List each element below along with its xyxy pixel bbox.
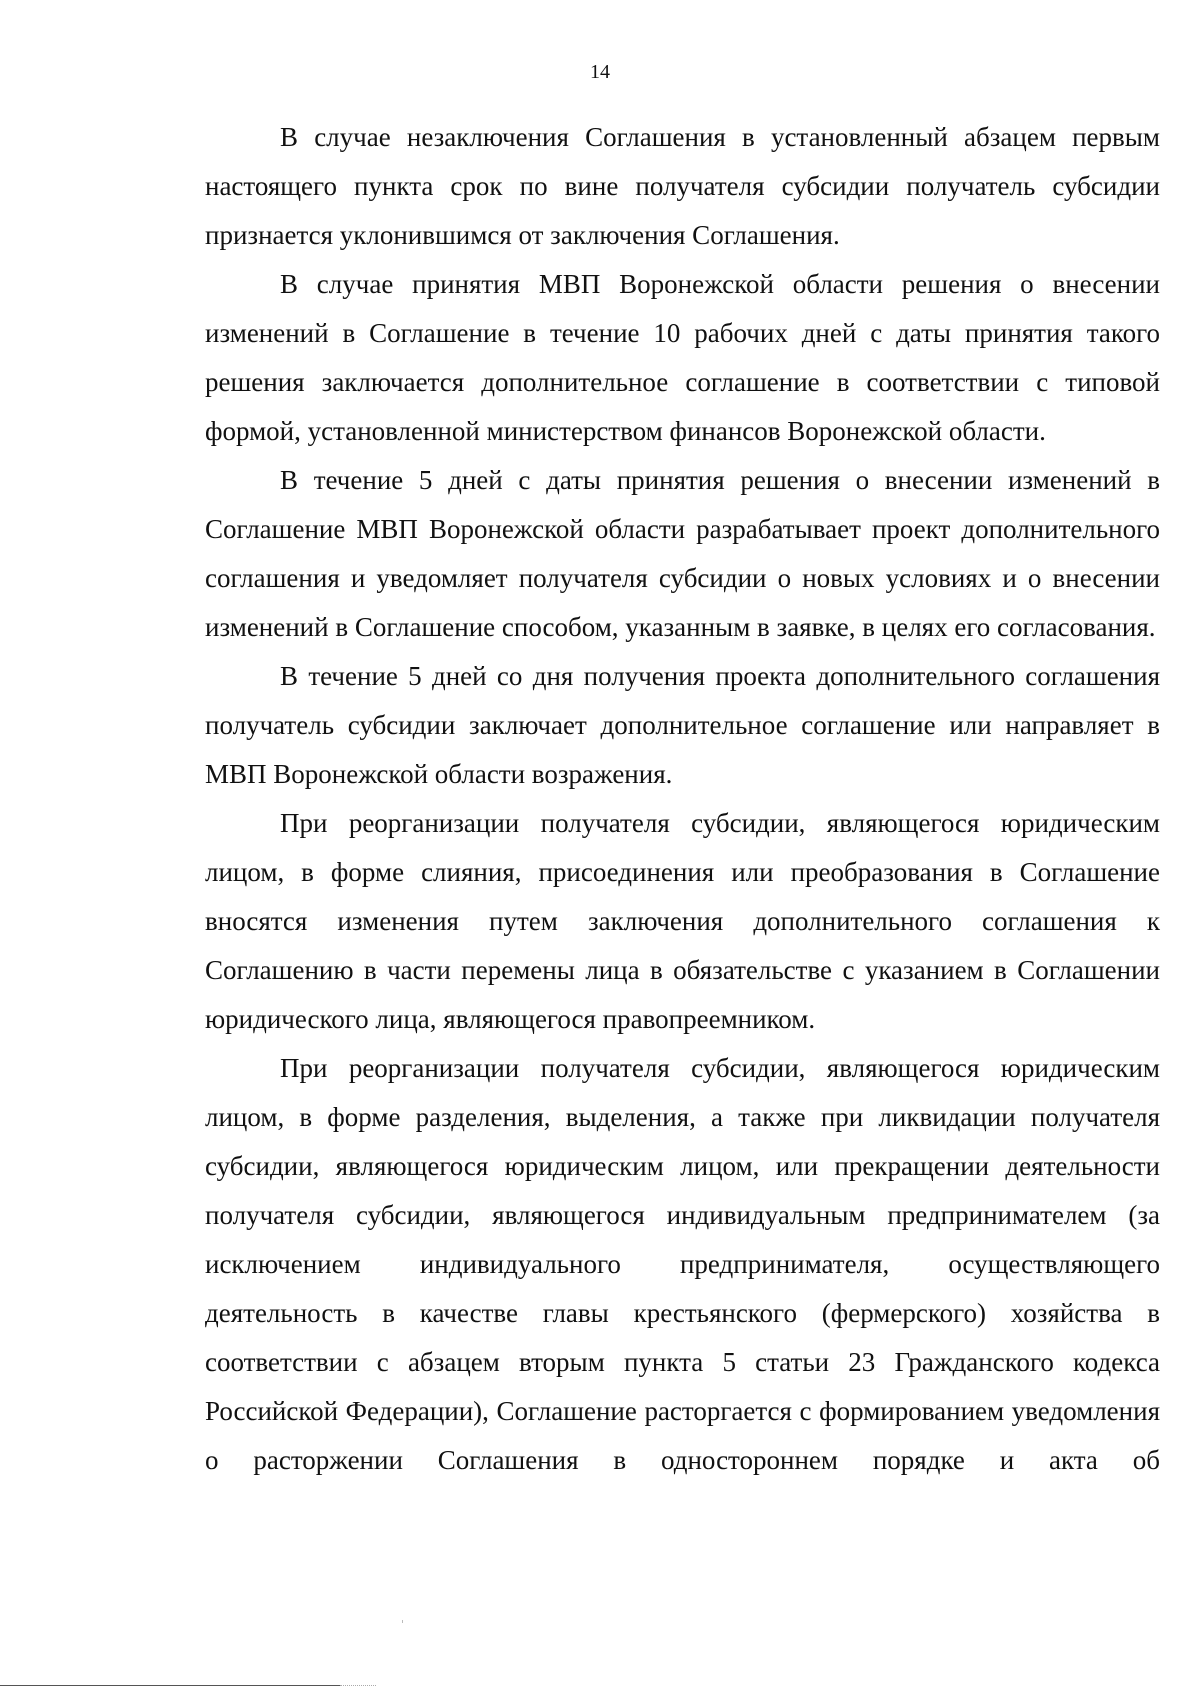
paragraph-amendment-draft: В течение 5 дней с даты принятия решения о внесении изменений в Соглашение МВП Воронежской области разрабатывает проект дополнительного соглашения и уведомляет получателя субсидии о новых условиях и о внесении изменений в Соглашение способом, указанным в заявке, в целях его согласования. bbox=[205, 465, 1160, 642]
footer-rule-faint bbox=[340, 1685, 376, 1686]
paragraph-amendment-response: В течение 5 дней со дня получения проекта дополнительного соглашения получатель субсидии заключает дополнительное соглашение или направляет в МВП Воронежской области возражения. bbox=[205, 661, 1160, 789]
paragraph-reorganization-merger: При реорганизации получателя субсидии, являющегося юридическим лицом, в форме слияния, присоединения или преобразования в Соглашение вносятся изменения путем заключения дополнительного соглашения к Соглашению в части перемены лица в обязательстве с указанием в Соглашении юридического лица, являющегося правопреемником. bbox=[205, 808, 1160, 1034]
footer-rule bbox=[0, 1685, 340, 1686]
paragraph-agreement-amendment: В случае принятия МВП Воронежской области решения о внесении изменений в Соглашение в течение 10 рабочих дней с даты принятия такого решения заключается дополнительное соглашение в соответствии с типовой формой, установленной министерством финансов Воронежской области. bbox=[205, 269, 1160, 446]
scan-speck bbox=[402, 1620, 403, 1623]
page-number: 14 bbox=[590, 61, 610, 83]
paragraph-reorganization-division: При реорганизации получателя субсидии, являющегося юридическим лицом, в форме разделения, выделения, а также при ликвидации получателя субсидии, являющегося юридическим лицом, или прекращении деятельности получателя субсидии, являющегося индивидуальным предпринимателем (за исключением индивидуального предпринимателя, осуществляющего деятельность в качестве главы крестьянского (фермерского) хозяйства в соответствии с абзацем вторым пункта 5 статьи 23 Гражданского кодекса Российской Федерации), Соглашение расторгается с формированием уведомления о расторжении Соглашения в одностороннем порядке и акта об bbox=[205, 1053, 1160, 1475]
document-body bbox=[205, 113, 1160, 1485]
paragraph-agreement-refusal: В случае незаключения Соглашения в установленный абзацем первым настоящего пункта срок по вине получателя субсидии получатель субсидии признается уклонившимся от заключения Соглашения. bbox=[205, 122, 1160, 250]
